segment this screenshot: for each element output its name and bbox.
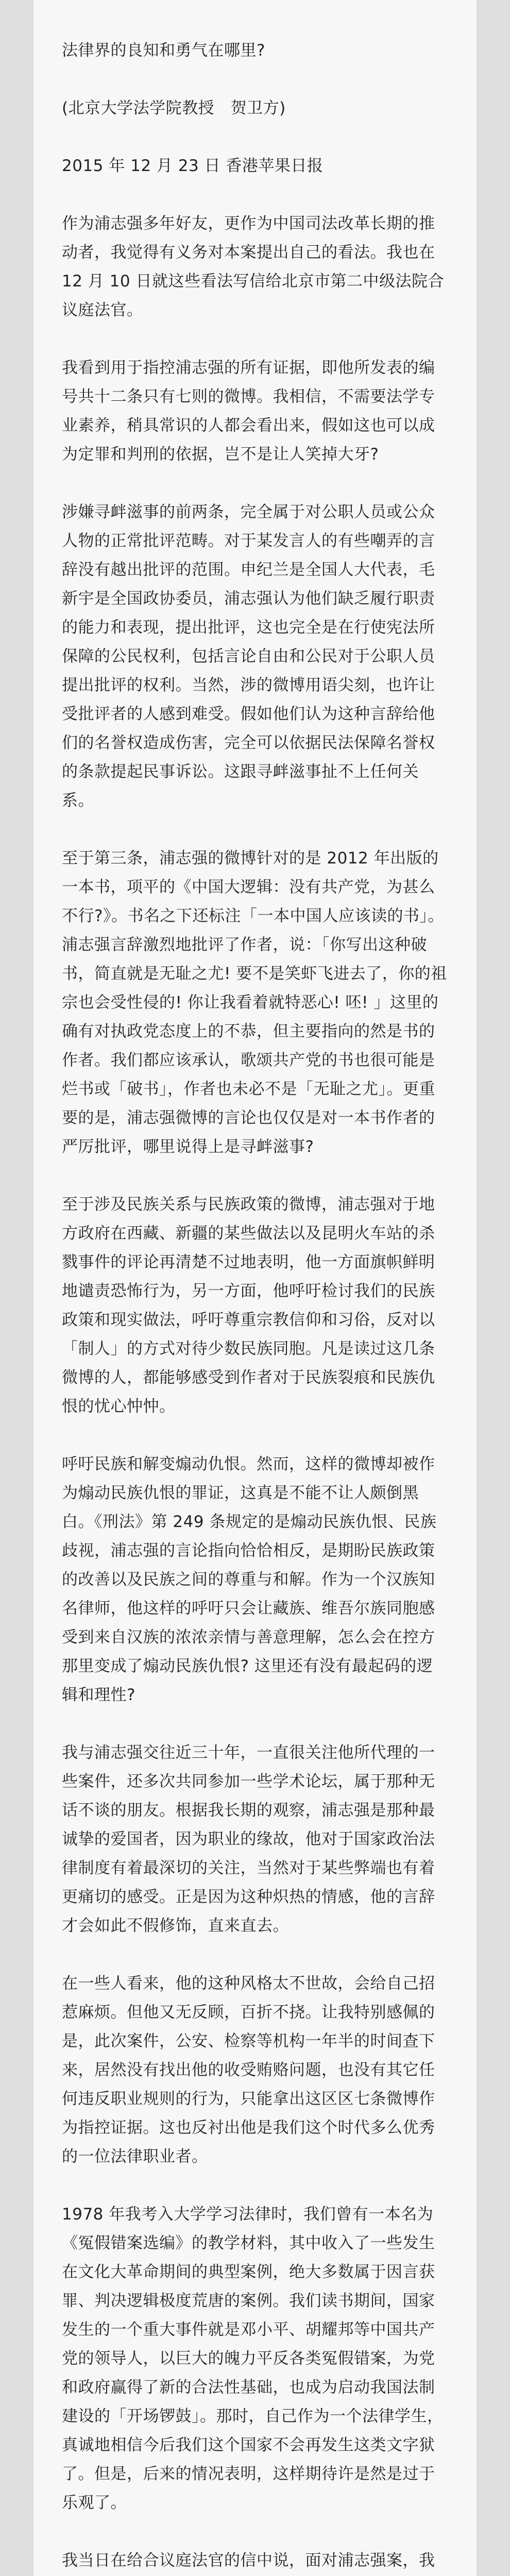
- article-source: 2015 年 12 月 23 日 香港苹果日报: [62, 157, 324, 175]
- paragraph: 我当日在给合议庭法官的信中说，面对浦志强案，我: [62, 2551, 435, 2570]
- paragraph: 至于涉及民族关系与民族政策的微博，浦志强对于地方政府在西藏、新疆的某些做法以及昆明火车站的杀戮事件的评论再清楚不过地表明，他一方面旗帜鲜明地谴责恐怖行为，另一方面，他呼吁检讨我们的民族政策和现实做法，呼吁尊重宗教信仰和习俗，反对以「制人」的方式对待少数民族同胞。凡是读过这几条微博的人，都能够感受到作者对于民族裂痕和民族仇恨的忧心忡忡。: [62, 1195, 435, 1416]
- article-header: [62, 36, 448, 180]
- paragraph: 至于第三条，浦志强的微博针对的是 2012 年出版的一本书，项平的《中国大逻辑：没有共产党，为甚么不行?》。书名之下还标注「一本中国人应该读的书」。浦志强言辞激烈地批评了作者，说：「你写出这种破书，简直就是无耻之尤! 要不是笑虾飞进去了，你的祖宗也会受性侵的! 你让我看着就特恶心! 呸! 」这里的确有对执政党态度上的不恭，但主要指向的然是书的作者。我们都应该承认，歌颂共产党的书也很可能是烂书或「破书」，作者也未必不是「无耻之尤」。更重要的是，浦志强微博的言论也仅仅是对一本书作者的严厉批评，哪里说得上是寻衅滋事?: [62, 849, 447, 1156]
- article-title: 法律界的良知和勇气在哪里?: [62, 41, 265, 60]
- paragraph: 呼吁民族和解变煽动仇恨。然而，这样的微博却被作为煽动民族仇恨的罪证，这真是不能不让人颇倒黑白。《刑法》第 249 条规定的是煽动民族仇恨、民族歧视，浦志强的言论指向恰恰相反，是期盼民族政策的改善以及民族之间的尊重与和解。作为一个汉族知名律师，他这样的呼吁只会让藏族、维吾尔族同胞感受到来自汉族的浓浓亲情与善意理解，怎么会在控方那里变成了煽动民族仇恨? 这里还有没有最起码的逻辑和理性?: [62, 1455, 437, 1704]
- note-page: [33, 0, 477, 2576]
- paragraph: 涉嫌寻衅滋事的前两条，完全属于对公职人员或公众人物的正常批评范畴。对于某发言人的有些嘲弄的言辞没有越出批评的范围。申纪兰是全国人大代表，毛新宇是全国政协委员，浦志强认为他们缺乏履行职责的能力和表现，提出批评，这也完全是在行使宪法所保障的公民权利，包括言论自由和公民对于公职人员提出批评的权利。当然，涉的微博用语尖刻，也许让受批评者的人感到难受。假如他们认为这种言辞给他们的名誉权造成伤害，完全可以依据民法保障名誉权的条款提起民事诉讼。这跟寻衅滋事扯不上任何关系。: [62, 503, 435, 810]
- paragraph: 我看到用于指控浦志强的所有证据，即他所发表的编号共十二条只有七则的微博。我相信，不需要法学专业素养，稍具常识的人都会看出来，假如这也可以成为定罪和判刑的依据，岂不是让人笑掉大牙?: [62, 359, 435, 464]
- paragraph: 作为浦志强多年好友，更作为中国司法改革长期的推动者，我觉得有义务对本案提出自己的看法。我也在 12 月 10 日就这些看法写信给北京市第二中级法院合议庭法官。: [62, 214, 444, 319]
- article-byline: (北京大学法学院教授 贺卫方): [62, 99, 286, 117]
- article-body: [62, 36, 448, 2576]
- paragraph: 在一些人看来，他的这种风格太不世故，会给自己招惹麻烦。但他又无反顾，百折不挠。让我特别感佩的是，此次案件，公安、检察等机构一年半的时间查下来，居然没有找出他的收受贿赂问题，也没有其它任何违反职业规则的行为，只能拿出这区区七条微博作为指控证据。这也反衬出他是我们这个时代多么优秀的一位法律职业者。: [62, 1974, 435, 2166]
- paragraph: 我与浦志强交往近三十年，一直很关注他所代理的一些案件，还多次共同参加一些学术论坛，属于那种无话不谈的朋友。根据我长期的观察，浦志强是那种最诚挚的爱国者，因为职业的缘故，他对于国家政治法律制度有着最深切的关注，当然对于某些弊端也有着更痛切的感受。正是因为这种炽热的情感，他的言辞才会如此不假修饰，直来直去。: [62, 1743, 435, 1935]
- paragraph: 1978 年我考入大学学习法律时，我们曾有一本名为《冤假错案选编》的教学材料，其中收入了一些发生在文化大革命期间的典型案例，绝大多数属于因言获罪、判决逻辑极度荒唐的案例。我们读书期间，国家发生的一个重大事件就是邓小平、胡耀邦等中国共产党的领导人，以巨大的魄力平反各类冤假错案，为党和政府赢得了新的合法性基础，也成为启动我国法制建设的「开场锣鼓」。那时，自己作为一个法律学生，真诚地相信今后我们这个国家不会再发生这类文字狱了。但是，后来的情况表明，这样期待许是然是过于乐观了。: [62, 2205, 444, 2512]
